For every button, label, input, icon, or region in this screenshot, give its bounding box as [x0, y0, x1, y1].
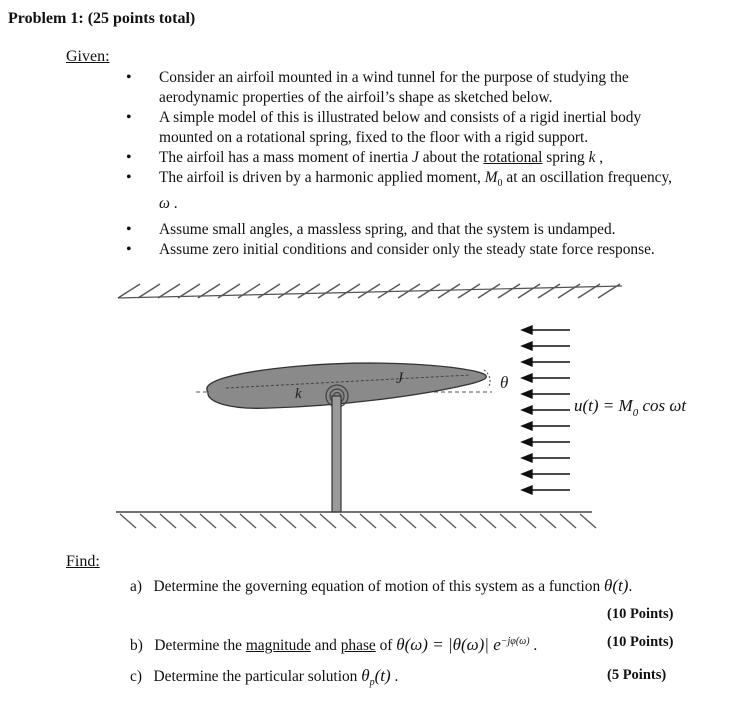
math-theta: θ — [361, 666, 370, 685]
math-t: (t) — [374, 666, 391, 685]
question-letter: a) — [130, 578, 142, 595]
given-list — [126, 68, 726, 260]
bullet-line: Consider an airfoil mounted in a wind tunnel for the purpose of studying the — [159, 69, 629, 86]
bullet-text: at an oscillation frequency, — [502, 169, 673, 186]
bullet-line: mounted on a rotational spring, fixed to the floor with a rigid support. — [159, 129, 589, 146]
question-end: . — [390, 668, 399, 685]
points-a: (10 Points) — [607, 606, 674, 622]
math-theta-t: θ(t) — [604, 576, 629, 595]
points-c: (5 Points) — [607, 667, 667, 683]
bullet-line: Assume small angles, a massless spring, and that the system is undamped. — [159, 221, 616, 239]
math-exponent: −jφ(ω) — [500, 636, 530, 647]
bullet-line: aerodynamic properties of the airfoil’s shape as sketched below. — [159, 89, 553, 106]
math-theta-omega: θ(ω) = |θ(ω)| e — [396, 635, 501, 655]
list-item — [126, 220, 726, 240]
question-text: Determine the — [154, 637, 246, 655]
given-heading: Given: — [66, 48, 110, 65]
subscript: 0 — [497, 178, 503, 190]
floor-hatch — [120, 514, 596, 528]
question-text: Determine the governing equation of motion of this system as a function — [153, 578, 605, 595]
list-item — [126, 168, 726, 214]
problem-title: Problem 1: (25 points total) — [8, 10, 196, 27]
support-post — [332, 396, 341, 512]
question-c — [130, 666, 398, 693]
list-item — [126, 108, 726, 148]
wind-arrows — [522, 326, 570, 494]
bullet-text: . — [169, 195, 178, 213]
find-heading: Find: — [66, 553, 100, 570]
symbol-omega: ω — [159, 195, 170, 213]
question-end: . — [628, 578, 633, 595]
question-text: and — [310, 637, 341, 655]
bullet-text: The airfoil is driven by a harmonic applied moment, — [159, 169, 485, 186]
math-subscript-p: p — [369, 677, 375, 689]
list-item — [126, 68, 726, 108]
bullet-text: , — [595, 149, 604, 166]
bullet-text: The airfoil has a mass moment of inertia — [159, 149, 413, 166]
underlined-word: magnitude — [245, 637, 311, 655]
symbol-k: k — [588, 149, 596, 166]
symbol-J: J — [412, 149, 419, 166]
spring-label-k: k — [295, 386, 302, 402]
points-b: (10 Points) — [607, 634, 674, 650]
underlined-word: rotational — [483, 149, 543, 166]
question-text: Determine the particular solution — [153, 668, 362, 685]
question-letter: b) — [130, 637, 143, 655]
inertia-label-J: J — [396, 370, 404, 387]
question-text: of — [375, 637, 397, 655]
force-equation: $u(t) = M_0$ cos ωt — [574, 396, 687, 419]
bullet-line: A simple model of this is illustrated below and consists of a rigid inertial body — [159, 109, 642, 126]
bullet-text: about the — [418, 149, 484, 166]
question-b — [130, 632, 537, 656]
list-item — [126, 240, 726, 260]
airfoil-figure — [0, 270, 740, 540]
list-item — [126, 148, 726, 168]
symbol-M: M — [484, 169, 498, 186]
question-a — [130, 576, 632, 597]
question-letter: c) — [130, 668, 142, 685]
underlined-word: phase — [340, 637, 376, 655]
question-end: . — [529, 637, 538, 655]
bullet-text: spring — [542, 149, 589, 166]
bullet-line: Assume zero initial conditions and consider only the steady state force response. — [159, 241, 655, 259]
rotation-label-theta: θ — [500, 373, 509, 392]
